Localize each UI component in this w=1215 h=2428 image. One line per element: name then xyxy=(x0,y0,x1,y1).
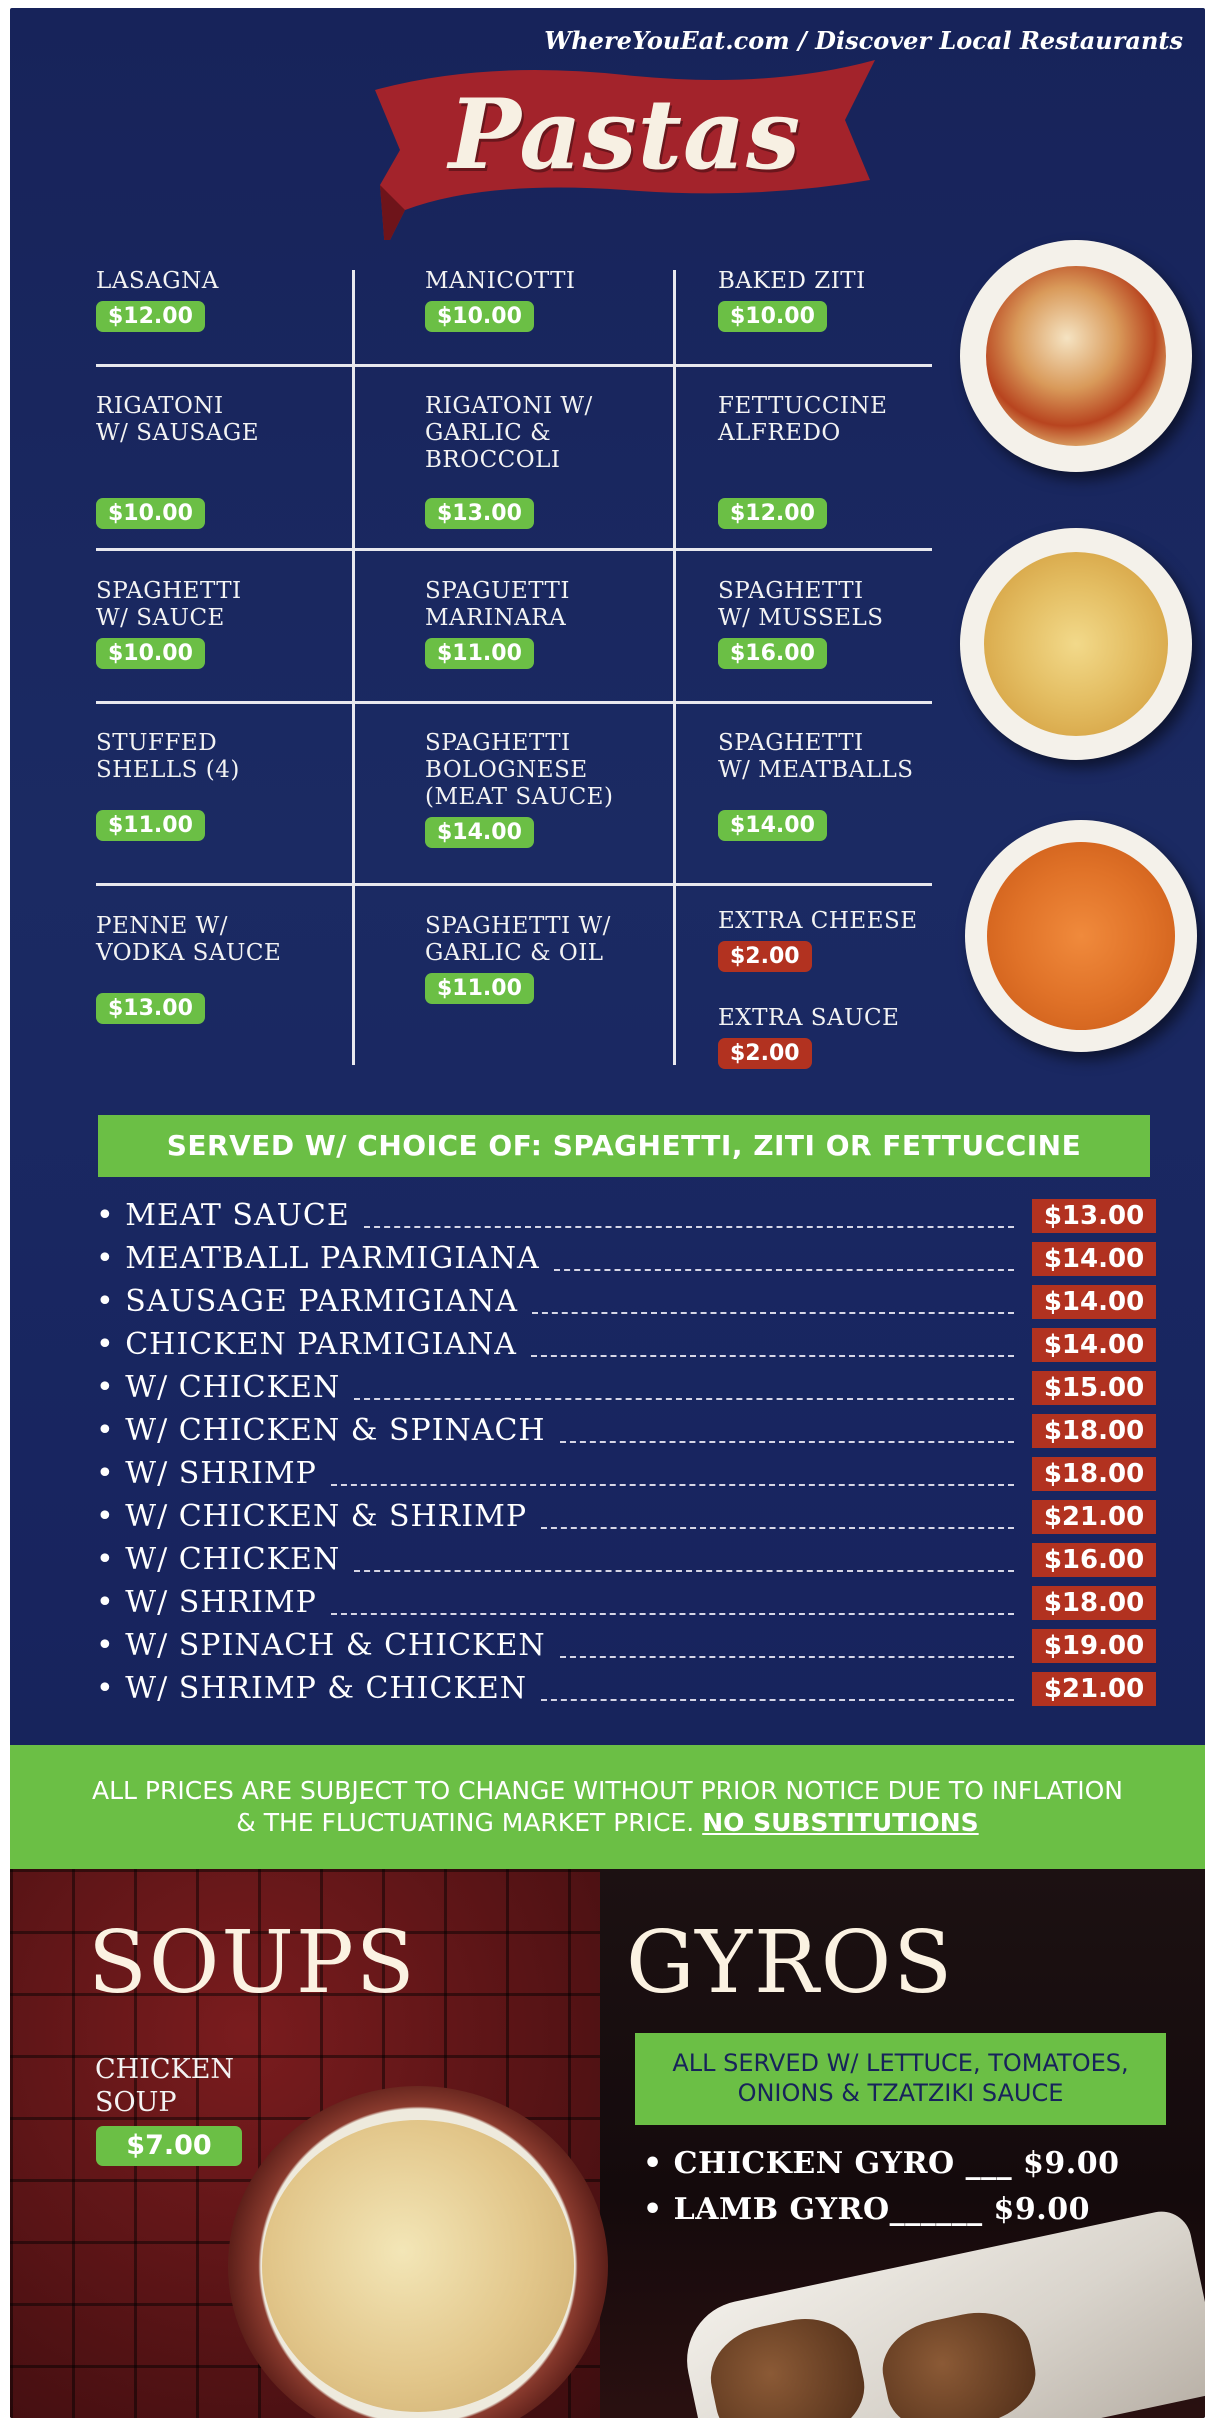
grid-divider xyxy=(96,364,932,367)
item-price: $14.00 xyxy=(425,817,534,848)
menu-item-spaguetti-marinara xyxy=(425,578,570,669)
item-price: $11.00 xyxy=(96,810,205,841)
served-item-price: $21.00 xyxy=(1032,1500,1156,1534)
page-title: Pastas xyxy=(448,78,802,191)
menu-item-baked-ziti xyxy=(718,268,866,332)
menu-board xyxy=(10,8,1205,2418)
item-name: BAKED ZITI xyxy=(718,268,866,294)
item-name: SPAGHETTI W/ SAUCE xyxy=(96,578,242,631)
item-price: $11.00 xyxy=(425,638,534,669)
served-item-name: • W/ SHRIMP xyxy=(96,1585,317,1620)
menu-item-stuffed-shells xyxy=(96,730,240,841)
grid-divider xyxy=(96,701,932,704)
penne-vodka-plate-photo xyxy=(965,820,1197,1052)
served-item-row xyxy=(96,1411,1156,1454)
menu-item-spaghetti-garlic-oil xyxy=(425,913,611,1004)
item-name: EXTRA SAUCE xyxy=(718,1005,900,1031)
soup-item-name: CHICKEN SOUP xyxy=(95,2054,235,2118)
item-name: MANICOTTI xyxy=(425,268,576,294)
item-price: $10.00 xyxy=(718,301,827,332)
leader-dashes xyxy=(560,1441,1014,1443)
served-item-price: $15.00 xyxy=(1032,1371,1156,1405)
item-price: $13.00 xyxy=(96,993,205,1024)
plate-food xyxy=(984,552,1168,736)
penne-plate-photo xyxy=(960,528,1192,760)
served-item-row xyxy=(96,1368,1156,1411)
soups-heading: SOUPS xyxy=(88,1913,417,2013)
item-price: $10.00 xyxy=(96,498,205,529)
plate-food xyxy=(987,842,1175,1030)
extra-sauce xyxy=(718,1005,899,1069)
grid-divider xyxy=(96,883,932,886)
menu-item-spaghetti-sauce xyxy=(96,578,242,669)
served-item-name: • CHICKEN PARMIGIANA xyxy=(96,1327,517,1362)
item-price: $10.00 xyxy=(425,301,534,332)
leader-dashes xyxy=(354,1570,1014,1572)
leader-dashes xyxy=(532,1312,1014,1314)
leader-dashes xyxy=(364,1226,1014,1228)
notice-line-2-text: & THE FLUCTUATING MARKET PRICE. xyxy=(236,1808,695,1837)
item-price: $11.00 xyxy=(425,973,534,1004)
item-price: $13.00 xyxy=(425,498,534,529)
watermark: WhereYouEat.com / Discover Local Restaurants xyxy=(544,26,1183,55)
menu-item-spaghetti-mussels xyxy=(718,578,884,669)
served-item-price: $16.00 xyxy=(1032,1543,1156,1577)
soup-item-price: $7.00 xyxy=(96,2126,242,2166)
item-name: RIGATONI W/ GARLIC & BROCCOLI xyxy=(425,393,593,473)
served-item-price: $18.00 xyxy=(1032,1586,1156,1620)
served-item-row xyxy=(96,1669,1156,1712)
served-with-banner: SERVED W/ CHOICE OF: SPAGHETTI, ZITI OR FETTUCCINE xyxy=(98,1115,1150,1177)
gyro-item: • CHICKEN GYRO ___ $9.00 xyxy=(643,2146,1120,2181)
served-item-row xyxy=(96,1540,1156,1583)
gyros-heading: GYROS xyxy=(626,1913,955,2013)
served-item-price: $14.00 xyxy=(1032,1285,1156,1319)
leader-dashes xyxy=(541,1699,1014,1701)
gyro-meat xyxy=(874,2302,1044,2418)
served-item-name: • MEAT SAUCE xyxy=(96,1198,350,1233)
item-price: $2.00 xyxy=(718,1038,812,1069)
soup-broth xyxy=(262,2120,574,2412)
leader-dashes xyxy=(331,1613,1014,1615)
gyros-served-note: ALL SERVED W/ LETTUCE, TOMATOES, ONIONS & TZATZIKI SAUCE xyxy=(635,2033,1166,2125)
chicken-parm-plate-photo xyxy=(960,240,1192,472)
item-name: FETTUCCINE ALFREDO xyxy=(718,393,888,446)
item-name: STUFFED SHELLS (4) xyxy=(96,730,240,783)
price-notice xyxy=(10,1745,1205,1869)
item-price: $16.00 xyxy=(718,638,827,669)
leader-dashes xyxy=(354,1398,1014,1400)
served-items-list xyxy=(96,1196,1156,1712)
menu-item-rigatoni-sausage xyxy=(96,393,259,529)
leader-dashes xyxy=(541,1527,1014,1529)
served-item-name: • W/ CHICKEN & SPINACH xyxy=(96,1413,546,1448)
served-item-row xyxy=(96,1626,1156,1669)
grid-divider xyxy=(352,270,355,1065)
item-name: SPAGHETTI W/ MUSSELS xyxy=(718,578,884,631)
served-item-row xyxy=(96,1239,1156,1282)
served-item-price: $21.00 xyxy=(1032,1672,1156,1706)
served-item-row xyxy=(96,1196,1156,1239)
menu-item-penne-vodka xyxy=(96,913,281,1024)
item-price: $12.00 xyxy=(718,498,827,529)
plate-food xyxy=(986,266,1166,446)
served-item-row xyxy=(96,1282,1156,1325)
leader-dashes xyxy=(560,1656,1014,1658)
served-item-row xyxy=(96,1497,1156,1540)
served-item-price: $19.00 xyxy=(1032,1629,1156,1663)
gyro-item: • LAMB GYRO______ $9.00 xyxy=(643,2192,1090,2227)
menu-item-manicotti xyxy=(425,268,576,332)
menu-item-lasagna xyxy=(96,268,219,332)
served-item-row xyxy=(96,1325,1156,1368)
gyros-list xyxy=(643,2146,1163,2238)
item-price: $2.00 xyxy=(718,941,812,972)
item-price: $12.00 xyxy=(96,301,205,332)
menu-item-spaghetti-meatballs xyxy=(718,730,914,841)
extra-cheese xyxy=(718,908,918,972)
grid-divider xyxy=(673,270,676,1065)
served-item-name: • SAUSAGE PARMIGIANA xyxy=(96,1284,518,1319)
item-name: SPAGHETTI W/ GARLIC & OIL xyxy=(425,913,611,966)
served-item-row xyxy=(96,1454,1156,1497)
served-item-name: • MEATBALL PARMIGIANA xyxy=(96,1241,540,1276)
item-price: $10.00 xyxy=(96,638,205,669)
leader-dashes xyxy=(331,1484,1014,1486)
served-item-name: • W/ CHICKEN xyxy=(96,1542,341,1577)
no-substitutions: NO SUBSTITUTIONS xyxy=(702,1808,979,1837)
title-banner xyxy=(365,50,885,240)
item-name: SPAGHETTI BOLOGNESE (MEAT SAUCE) xyxy=(425,730,614,810)
item-name: SPAGHETTI W/ MEATBALLS xyxy=(718,730,914,783)
grid-divider xyxy=(96,548,932,551)
served-item-name: • W/ CHICKEN & SHRIMP xyxy=(96,1499,528,1534)
item-name: EXTRA CHEESE xyxy=(718,908,918,934)
served-item-name: • W/ SHRIMP & CHICKEN xyxy=(96,1671,528,1706)
item-price: $14.00 xyxy=(718,810,827,841)
served-item-price: $18.00 xyxy=(1032,1414,1156,1448)
menu-item-spaghetti-bolognese xyxy=(425,730,613,848)
menu-item-fettuccine-alfredo xyxy=(718,393,887,529)
leader-dashes xyxy=(554,1269,1014,1271)
item-name: PENNE W/ VODKA SAUCE xyxy=(96,913,282,966)
served-item-row xyxy=(96,1583,1156,1626)
served-item-name: • W/ SPINACH & CHICKEN xyxy=(96,1628,546,1663)
menu-item-rigatoni-garlic-broccoli xyxy=(425,393,593,529)
item-name: SPAGUETTI MARINARA xyxy=(425,578,570,631)
notice-line-1: ALL PRICES ARE SUBJECT TO CHANGE WITHOUT PRIOR NOTICE DUE TO INFLATION xyxy=(92,1776,1123,1805)
served-item-price: $14.00 xyxy=(1032,1328,1156,1362)
leader-dashes xyxy=(531,1355,1014,1357)
served-item-price: $14.00 xyxy=(1032,1242,1156,1276)
notice-line-2 xyxy=(10,1807,1205,1839)
served-item-name: • W/ CHICKEN xyxy=(96,1370,341,1405)
served-item-name: • W/ SHRIMP xyxy=(96,1456,317,1491)
gyro-meat xyxy=(702,2308,874,2418)
served-item-price: $13.00 xyxy=(1032,1199,1156,1233)
item-name: LASAGNA xyxy=(96,268,219,294)
served-item-price: $18.00 xyxy=(1032,1457,1156,1491)
item-name: RIGATONI W/ SAUSAGE xyxy=(96,393,259,446)
